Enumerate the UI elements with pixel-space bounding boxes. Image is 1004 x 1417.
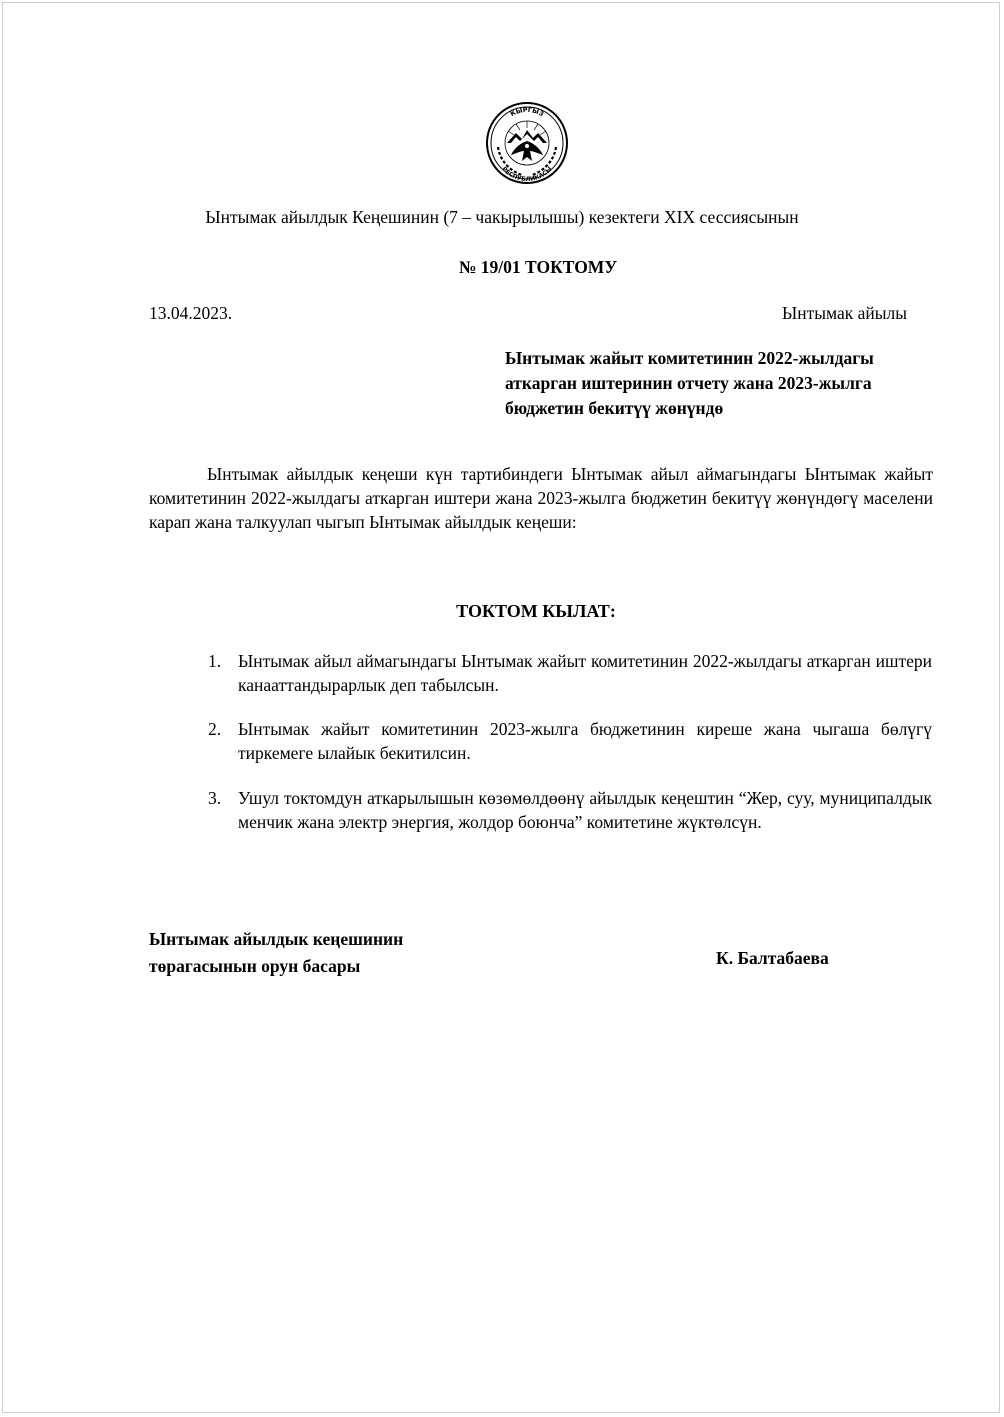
signer-name: К. Балтабаева <box>716 948 829 968</box>
state-emblem-icon <box>478 101 576 185</box>
subject-line: Ынтымак жайыт комитетинин 2022-жылдагы <box>505 348 874 368</box>
list-item-text: Ынтымак жайыт комитетинин 2023-жылга бюджетинин киреше жана чыгаша бөлүгү тиркемеге ылайык бекитилсин. <box>238 719 932 763</box>
session-line: Ынтымак айылдык Кеңешинин (7 – чакырылышы) кезектеги XIX сессиясынын <box>205 207 799 227</box>
emblem-top-text: КЫРГЫЗ <box>508 105 546 119</box>
decree-date: 13.04.2023. <box>149 303 233 323</box>
svg-text:РЕСПУБЛИКАСЫ <box>500 166 553 184</box>
list-item <box>208 649 932 697</box>
list-item-text: Ынтымак айыл аймагындагы Ынтымак жайыт комитетинин 2022-жылдагы аткарган иштери канааттандырарлык деп табылсын. <box>238 651 932 695</box>
list-item-text: Ушул токтомдун аткарылышын көзөмөлдөөнү айылдык кеңештин “Жер, суу, муниципалдык менчик жана электр энергия, жолдор боюнча” комитетине жүктөлсүн. <box>238 788 932 832</box>
subject-line: бюджетин бекитүү жөнүндө <box>505 398 724 418</box>
preamble-paragraph: Ынтымак айылдык кеңеши күн тартибиндеги Ынтымак айыл аймагындагы Ынтымак жайыт комитетинин 2022-жылдагы аткарган иштери жана 2023-жылга бюджетин бекитүү жөнүндөгү маселени карап жана талкуулап чыгып Ынтымак айылдык кеңеши: <box>149 464 933 532</box>
list-item <box>208 786 932 834</box>
decree-subject <box>505 346 935 421</box>
svg-text:КЫРГЫЗ <box>509 106 546 118</box>
emblem-bottom-text: РЕСПУБЛИКАСЫ <box>500 165 554 184</box>
list-item-number: 3. <box>208 788 222 808</box>
list-item-number: 2. <box>208 719 222 739</box>
decree-title: № 19/01 ТОКТОМУ <box>458 257 618 277</box>
subject-line: аткарган иштеринин отчету жана 2023-жылга <box>505 373 872 393</box>
decree-place: Ынтымак айылы <box>782 303 908 323</box>
resolution-heading: ТОКТОМ КЫЛАТ: <box>456 601 616 621</box>
signer-position-line1: Ынтымак айылдык кеңешинин <box>149 929 404 949</box>
list-item-number: 1. <box>208 651 222 671</box>
signature-block <box>149 926 403 980</box>
document-page <box>2 2 1000 1413</box>
signer-position-line2: төрагасынын орун басары <box>149 956 361 976</box>
list-item <box>208 717 932 765</box>
